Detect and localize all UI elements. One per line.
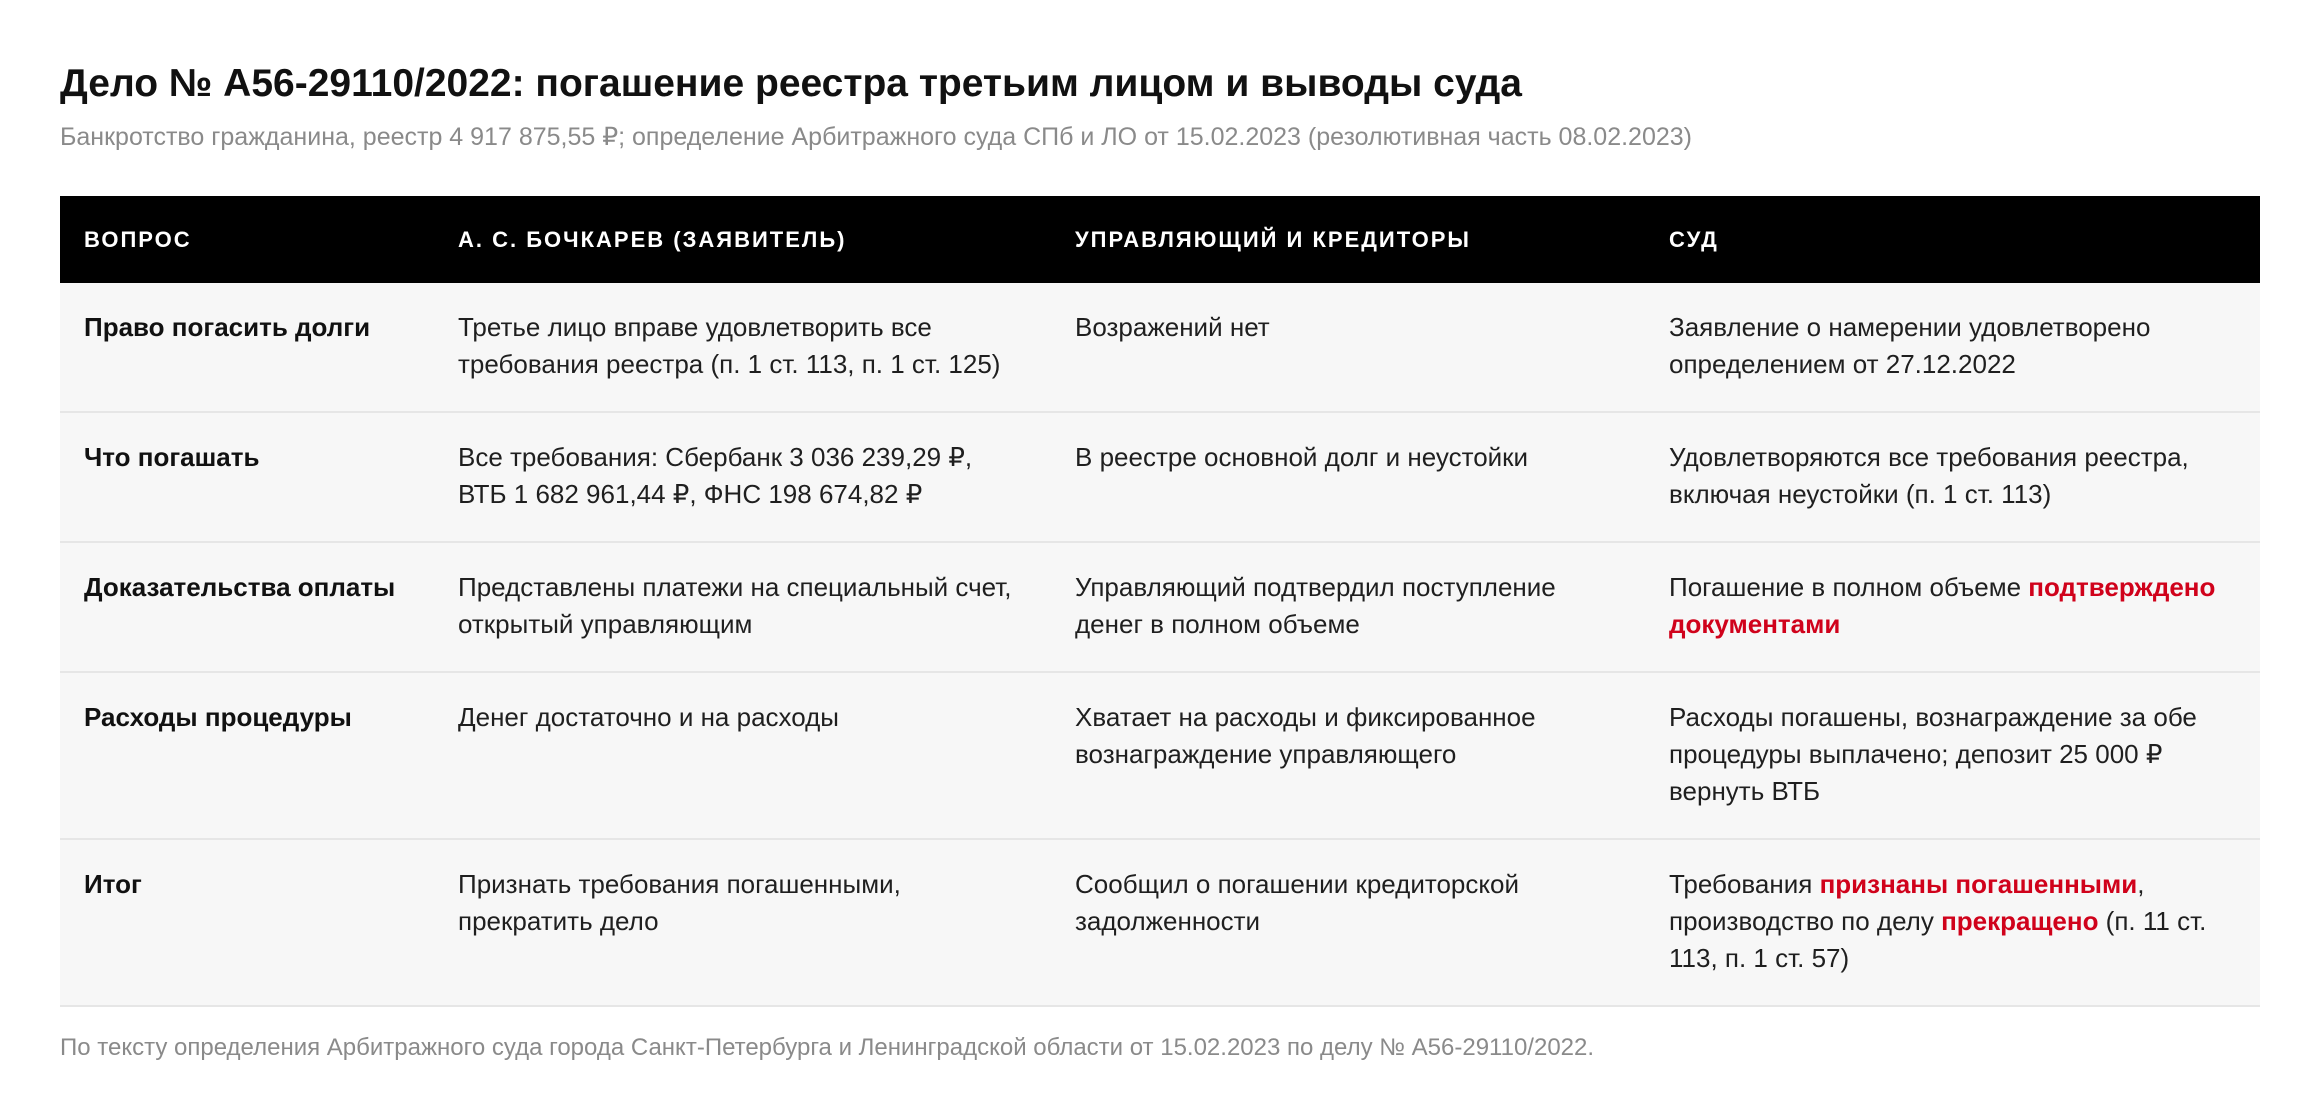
cell-question: Расходы процедуры [60, 672, 434, 839]
footnote: По тексту определения Арбитражного суда города Санкт-Петербурга и Ленинградской области от 15.02.2023 по делу № А56-29110/2022. [60, 1034, 1595, 1061]
highlight-confirmed: подтверждено документами [1669, 572, 2216, 639]
header-row [60, 196, 2260, 283]
court-text: (п. 11 ст. 113, п. 1 ст. 57) [1669, 906, 2207, 973]
cell-manager: Сообщил о погашении кредиторской задолженности [1051, 839, 1645, 1006]
court-text: , производство по делу [1669, 869, 2145, 936]
cell-applicant: Признать требования погашенными, прекратить дело [434, 839, 1051, 1006]
cell-applicant: Представлены платежи на специальный счет, открытый управляющим [434, 542, 1051, 672]
cell-court: Удовлетворяются все требования реестра, включая неустойки (п. 1 ст. 113) [1645, 412, 2260, 542]
cell-applicant: Все требования: Сбербанк 3 036 239,29 ₽, ВТБ 1 682 961,44 ₽, ФНС 198 674,82 ₽ [434, 412, 1051, 542]
cell-manager: Управляющий подтвердил поступление денег в полном объеме [1051, 542, 1645, 672]
cell-applicant: Денег достаточно и на расходы [434, 672, 1051, 839]
highlight-recognized: признаны погашенными [1819, 869, 2138, 899]
cell-question: Доказательства оплаты [60, 542, 434, 672]
cell-court [1645, 542, 2260, 672]
page-subtitle: Банкротство гражданина, реестр 4 917 875,55 ₽; определение Арбитражного суда СПб и ЛО от 15.02.2023 (резолютивная часть 08.02.2023) [60, 123, 1692, 151]
table-row [60, 542, 2260, 672]
cell-court: Расходы погашены, вознаграждение за обе процедуры выплачено; депозит 25 000 ₽ вернуть ВТБ [1645, 672, 2260, 839]
cell-court: Заявление о намерении удовлетворено определением от 27.12.2022 [1645, 283, 2260, 412]
table-row [60, 839, 2260, 1006]
header-court: СУД [1645, 196, 2260, 283]
header-applicant: А. С. БОЧКАРЕВ (ЗАЯВИТЕЛЬ) [434, 196, 1051, 283]
cell-applicant: Третье лицо вправе удовлетворить все требования реестра (п. 1 ст. 113, п. 1 ст. 125) [434, 283, 1051, 412]
table-body [60, 283, 2260, 1006]
table-row [60, 412, 2260, 542]
comparison-table [60, 196, 2260, 1007]
cell-court [1645, 839, 2260, 1006]
cell-manager: В реестре основной долг и неустойки [1051, 412, 1645, 542]
header-manager: УПРАВЛЯЮЩИЙ И КРЕДИТОРЫ [1051, 196, 1645, 283]
cell-manager: Хватает на расходы и фиксированное вознаграждение управляющего [1051, 672, 1645, 839]
cell-manager: Возражений нет [1051, 283, 1645, 412]
court-text: Погашение в полном объеме [1669, 572, 2029, 602]
header-question: ВОПРОС [60, 196, 434, 283]
cell-question: Право погасить долги [60, 283, 434, 412]
table-row [60, 283, 2260, 412]
highlight-terminated: прекращено [1941, 906, 2099, 936]
court-text: Требования [1669, 869, 1820, 899]
table-header [60, 196, 2260, 283]
page-title: Дело № А56-29110/2022: погашение реестра третьим лицом и выводы суда [60, 62, 1522, 105]
cell-question: Итог [60, 839, 434, 1006]
cell-question: Что погашать [60, 412, 434, 542]
table-row [60, 672, 2260, 839]
